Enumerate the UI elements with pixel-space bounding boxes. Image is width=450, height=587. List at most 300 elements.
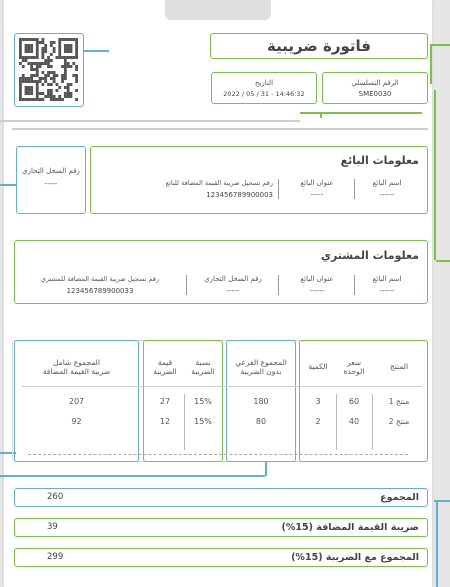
row1-subtotal: 180 bbox=[253, 397, 269, 406]
qr-module bbox=[41, 50, 44, 53]
qr-module bbox=[39, 41, 42, 44]
buyer-cr bbox=[193, 275, 273, 296]
qr-module bbox=[36, 62, 39, 65]
qr-module bbox=[41, 62, 44, 65]
vat-label: ضريبة القيمة المضافة (15%) bbox=[281, 522, 419, 533]
qr-module bbox=[33, 68, 36, 71]
qr-module bbox=[30, 62, 33, 65]
qr-module bbox=[27, 56, 30, 59]
qr-module bbox=[19, 80, 22, 83]
serial-label: الرقم التسلسلي bbox=[351, 79, 399, 87]
seller-name bbox=[357, 179, 417, 200]
header-total-line2: ضريبة القيمة المضافة bbox=[42, 367, 111, 376]
serial-value: SME0030 bbox=[358, 90, 392, 98]
qr-module bbox=[33, 38, 36, 41]
qr-module bbox=[50, 41, 53, 44]
qr-module bbox=[22, 38, 25, 41]
row2-subtotal: 80 bbox=[255, 417, 267, 426]
header-tax-rate-line2: الضريبة bbox=[191, 367, 215, 376]
qr-module bbox=[58, 41, 61, 44]
qr-module bbox=[36, 89, 39, 92]
qr-module bbox=[25, 59, 28, 62]
qr-module bbox=[70, 92, 73, 95]
qr-module bbox=[44, 80, 47, 83]
qr-module bbox=[58, 53, 61, 56]
seller-name-label: اسم البائع bbox=[372, 179, 402, 187]
qr-module bbox=[75, 38, 78, 41]
qr-module bbox=[75, 53, 78, 56]
qr-module bbox=[19, 41, 22, 44]
total-value: 260 bbox=[47, 492, 64, 502]
qr-module bbox=[75, 50, 78, 53]
qr-module bbox=[30, 56, 33, 59]
qr-module bbox=[58, 47, 61, 50]
qr-module bbox=[50, 44, 53, 47]
qr-module bbox=[53, 74, 56, 77]
connector-line bbox=[0, 184, 16, 186]
qr-module bbox=[30, 50, 33, 53]
buyer-name-label: اسم البائع bbox=[372, 275, 402, 283]
qr-module bbox=[64, 74, 67, 77]
qr-module bbox=[30, 86, 33, 89]
qr-module bbox=[19, 77, 22, 80]
qr-module bbox=[30, 89, 33, 92]
row2-product: منتج 2 bbox=[388, 417, 410, 426]
qr-module bbox=[67, 47, 70, 50]
qr-module bbox=[50, 71, 53, 74]
qr-module bbox=[44, 44, 47, 47]
qr-module bbox=[58, 44, 61, 47]
qr-module bbox=[25, 77, 28, 80]
buyer-vat-label: رقم تسجيل ضريبة القيمة المضافة للمشتري bbox=[40, 275, 160, 283]
connector-line bbox=[300, 112, 422, 114]
qr-module bbox=[67, 50, 70, 53]
buyer-cr-label: رقم السجل التجاري bbox=[204, 275, 262, 283]
qr-module bbox=[41, 53, 44, 56]
paper-clip-tab bbox=[165, 0, 271, 20]
buyer-vat bbox=[17, 275, 183, 296]
qr-module bbox=[47, 62, 50, 65]
header-quantity: الكمية bbox=[308, 362, 328, 371]
qr-module bbox=[67, 62, 70, 65]
date-value: 2022 / 05 / 31 - 14:46:32 bbox=[223, 90, 305, 98]
qr-module bbox=[58, 95, 61, 98]
qr-module bbox=[47, 74, 50, 77]
qr-module bbox=[36, 80, 39, 83]
connector-line bbox=[430, 44, 450, 46]
qr-module bbox=[75, 47, 78, 50]
qr-module bbox=[61, 56, 64, 59]
qr-module bbox=[19, 53, 22, 56]
buyer-address-label: عنوان البائع bbox=[300, 275, 334, 283]
qr-module bbox=[36, 56, 39, 59]
qr-module bbox=[36, 98, 39, 101]
qr-module bbox=[27, 77, 30, 80]
qr-module bbox=[70, 50, 73, 53]
qr-module bbox=[67, 95, 70, 98]
buyer-info-box bbox=[14, 240, 428, 304]
column-separator bbox=[372, 394, 373, 450]
qr-module bbox=[75, 74, 78, 77]
seller-vat bbox=[105, 179, 273, 200]
qr-module bbox=[25, 56, 28, 59]
qr-module bbox=[56, 98, 59, 101]
qr-module bbox=[58, 50, 61, 53]
row1-tax-value: 27 bbox=[159, 397, 171, 406]
connector-line bbox=[0, 475, 265, 477]
buyer-heading: معلومات المشتري bbox=[320, 249, 419, 262]
qr-module bbox=[41, 77, 44, 80]
qr-module bbox=[47, 83, 50, 86]
qr-module bbox=[70, 44, 73, 47]
qr-module bbox=[64, 56, 67, 59]
vat-row bbox=[14, 518, 428, 537]
qr-module bbox=[70, 83, 73, 86]
qr-module bbox=[36, 53, 39, 56]
buyer-cr-value: ----- bbox=[226, 287, 240, 295]
qr-module bbox=[47, 71, 50, 74]
qr-module bbox=[67, 38, 70, 41]
qr-module bbox=[70, 47, 73, 50]
qr-module bbox=[22, 56, 25, 59]
qr-module bbox=[30, 98, 33, 101]
qr-module bbox=[36, 92, 39, 95]
qr-module bbox=[36, 83, 39, 86]
qr-module bbox=[27, 86, 30, 89]
separator bbox=[278, 275, 279, 295]
row1-quantity: 3 bbox=[315, 397, 321, 406]
qr-module bbox=[67, 83, 70, 86]
qr-module bbox=[64, 62, 67, 65]
qr-module bbox=[30, 44, 33, 47]
header-tax-value-line1: قيمة bbox=[157, 358, 173, 367]
qr-module bbox=[64, 92, 67, 95]
seller-name-value: ------ bbox=[379, 191, 395, 199]
total-row bbox=[14, 488, 428, 507]
qr-module bbox=[19, 89, 22, 92]
invoice-title: فاتورة ضريبية bbox=[266, 37, 371, 55]
qr-module bbox=[39, 77, 42, 80]
qr-module bbox=[19, 38, 22, 41]
qr-module bbox=[53, 50, 56, 53]
qr-module bbox=[36, 50, 39, 53]
qr-module bbox=[53, 47, 56, 50]
row2-quantity: 2 bbox=[315, 417, 321, 426]
qr-module bbox=[67, 65, 70, 68]
qr-module bbox=[33, 74, 36, 77]
separator bbox=[278, 179, 279, 199]
grand-total-value: 299 bbox=[47, 552, 64, 562]
grand-total-label: المجموع مع الضريبة (15%) bbox=[291, 552, 419, 563]
qr-module bbox=[36, 44, 39, 47]
qr-module bbox=[30, 68, 33, 71]
qr-module bbox=[64, 50, 67, 53]
qr-module bbox=[72, 74, 75, 77]
qr-module bbox=[27, 44, 30, 47]
qr-module bbox=[30, 92, 33, 95]
qr-module bbox=[64, 68, 67, 71]
qr-module bbox=[70, 65, 73, 68]
qr-module bbox=[64, 47, 67, 50]
qr-module bbox=[22, 59, 25, 62]
qr-module bbox=[75, 68, 78, 71]
qr-module bbox=[75, 65, 78, 68]
qr-module bbox=[72, 62, 75, 65]
separator bbox=[186, 275, 187, 295]
qr-module bbox=[25, 89, 28, 92]
qr-module bbox=[22, 77, 25, 80]
qr-module bbox=[39, 62, 42, 65]
qr-module bbox=[50, 89, 53, 92]
buyer-address-value: ------ bbox=[309, 287, 325, 295]
vat-value: 39 bbox=[47, 522, 58, 532]
header-tax-rate bbox=[184, 358, 222, 376]
row2-tax-rate: 15% bbox=[194, 417, 212, 426]
qr-module bbox=[30, 65, 33, 68]
qr-module bbox=[64, 65, 67, 68]
separator bbox=[354, 179, 355, 199]
header-tax-value-line2: الضريبة bbox=[153, 367, 177, 376]
header-underline bbox=[22, 386, 422, 387]
qr-module bbox=[36, 74, 39, 77]
qr-module bbox=[44, 77, 47, 80]
header-unit-price bbox=[336, 358, 372, 376]
qr-module bbox=[36, 47, 39, 50]
qr-module bbox=[61, 38, 64, 41]
qr-module bbox=[56, 56, 59, 59]
qr-module bbox=[58, 86, 61, 89]
qr-module bbox=[19, 83, 22, 86]
qr-module bbox=[75, 56, 78, 59]
qr-module bbox=[25, 86, 28, 89]
qr-module bbox=[61, 98, 64, 101]
qr-module bbox=[47, 95, 50, 98]
qr-module bbox=[50, 65, 53, 68]
qr-module bbox=[27, 38, 30, 41]
qr-module bbox=[64, 95, 67, 98]
qr-module bbox=[50, 98, 53, 101]
qr-code-icon bbox=[19, 38, 78, 101]
qr-module bbox=[75, 77, 78, 80]
row1-total: 207 bbox=[68, 397, 85, 406]
qr-module bbox=[50, 95, 53, 98]
qr-module bbox=[27, 89, 30, 92]
header-product: المنتج bbox=[389, 362, 409, 371]
qr-module bbox=[53, 41, 56, 44]
qr-module bbox=[41, 71, 44, 74]
qr-module bbox=[70, 56, 73, 59]
header-unit-price-line2: الوحدة bbox=[343, 367, 365, 376]
qr-module bbox=[53, 95, 56, 98]
qr-module bbox=[39, 65, 42, 68]
qr-module bbox=[19, 92, 22, 95]
qr-module bbox=[53, 71, 56, 74]
header-total-line1: المجموع شامل bbox=[53, 358, 100, 367]
qr-module bbox=[64, 71, 67, 74]
connector-line bbox=[434, 90, 436, 260]
qr-module bbox=[50, 59, 53, 62]
qr-module bbox=[27, 62, 30, 65]
qr-module bbox=[47, 92, 50, 95]
qr-module bbox=[50, 83, 53, 86]
qr-module bbox=[72, 56, 75, 59]
qr-module bbox=[30, 38, 33, 41]
table-bottom-dashes bbox=[28, 454, 408, 455]
header-unit-price-line1: سعر bbox=[346, 358, 362, 367]
grand-total-row bbox=[14, 548, 428, 567]
qr-module bbox=[36, 68, 39, 71]
seller-cr-label: رقم السجل التجاري bbox=[22, 167, 80, 175]
qr-module bbox=[39, 92, 42, 95]
qr-module bbox=[22, 98, 25, 101]
qr-module bbox=[36, 95, 39, 98]
buyer-name bbox=[357, 275, 417, 296]
seller-vat-value: 123456789900003 bbox=[206, 191, 273, 199]
qr-module bbox=[64, 77, 67, 80]
row1-tax-rate: 15% bbox=[194, 397, 212, 406]
qr-code-frame bbox=[14, 33, 84, 107]
seller-cr-box bbox=[16, 146, 86, 214]
qr-module bbox=[58, 38, 61, 41]
buyer-address bbox=[287, 275, 347, 296]
qr-module bbox=[44, 47, 47, 50]
seller-address bbox=[287, 179, 347, 200]
qr-module bbox=[64, 86, 67, 89]
qr-module bbox=[61, 80, 64, 83]
header-tax-rate-line1: نسبة bbox=[195, 358, 211, 367]
qr-module bbox=[19, 62, 22, 65]
qr-module bbox=[39, 98, 42, 101]
date-box bbox=[211, 72, 317, 104]
qr-module bbox=[72, 38, 75, 41]
seller-cr-value: ----- bbox=[44, 180, 58, 188]
qr-module bbox=[47, 59, 50, 62]
qr-module bbox=[27, 47, 30, 50]
qr-module bbox=[67, 86, 70, 89]
header-subtotal bbox=[228, 358, 294, 376]
qr-module bbox=[19, 86, 22, 89]
qr-module bbox=[67, 89, 70, 92]
separator bbox=[354, 275, 355, 295]
qr-module bbox=[53, 80, 56, 83]
row1-product: منتج 1 bbox=[388, 397, 410, 406]
qr-module bbox=[61, 74, 64, 77]
qr-module bbox=[41, 83, 44, 86]
seller-info-box bbox=[90, 146, 428, 214]
header-subtotal-line1: المجموع الفرعي bbox=[235, 358, 287, 367]
qr-module bbox=[75, 89, 78, 92]
qr-module bbox=[25, 44, 28, 47]
qr-module bbox=[61, 77, 64, 80]
section-divider bbox=[12, 128, 428, 130]
qr-module bbox=[56, 74, 59, 77]
header-tax-value bbox=[146, 358, 184, 376]
qr-module bbox=[47, 56, 50, 59]
qr-module bbox=[19, 95, 22, 98]
qr-module bbox=[36, 38, 39, 41]
qr-module bbox=[19, 56, 22, 59]
qr-module bbox=[25, 47, 28, 50]
qr-module bbox=[70, 95, 73, 98]
qr-module bbox=[33, 98, 36, 101]
qr-module bbox=[41, 92, 44, 95]
header-total bbox=[18, 358, 135, 376]
invoice-title-box bbox=[210, 33, 428, 59]
qr-module bbox=[39, 80, 42, 83]
qr-module bbox=[25, 50, 28, 53]
qr-module bbox=[27, 92, 30, 95]
row2-unit-price: 40 bbox=[348, 417, 360, 426]
seller-heading: معلومات البائع bbox=[340, 154, 419, 167]
qr-module bbox=[47, 65, 50, 68]
qr-module bbox=[30, 80, 33, 83]
qr-module bbox=[50, 92, 53, 95]
header-subtotal-line2: بدون الضريبة bbox=[240, 367, 282, 376]
qr-module bbox=[19, 98, 22, 101]
qr-module bbox=[22, 80, 25, 83]
buyer-name-value: ------ bbox=[379, 287, 395, 295]
qr-module bbox=[33, 56, 36, 59]
qr-module bbox=[67, 44, 70, 47]
connector-line bbox=[320, 112, 322, 118]
connector-line bbox=[265, 462, 267, 476]
qr-module bbox=[27, 80, 30, 83]
qr-module bbox=[22, 74, 25, 77]
qr-module bbox=[61, 65, 64, 68]
seller-address-value: ----- bbox=[310, 191, 324, 199]
qr-module bbox=[36, 86, 39, 89]
divider-line bbox=[0, 120, 300, 122]
qr-module bbox=[36, 65, 39, 68]
connector-line bbox=[436, 500, 438, 587]
qr-module bbox=[67, 56, 70, 59]
qr-module bbox=[27, 98, 30, 101]
qr-module bbox=[64, 38, 67, 41]
qr-module bbox=[50, 53, 53, 56]
qr-module bbox=[67, 92, 70, 95]
qr-module bbox=[33, 80, 36, 83]
qr-module bbox=[19, 50, 22, 53]
qr-module bbox=[44, 59, 47, 62]
qr-module bbox=[19, 44, 22, 47]
qr-module bbox=[64, 59, 67, 62]
qr-module bbox=[25, 80, 28, 83]
qr-module bbox=[64, 44, 67, 47]
qr-module bbox=[58, 56, 61, 59]
qr-module bbox=[47, 89, 50, 92]
qr-module bbox=[30, 47, 33, 50]
qr-module bbox=[44, 50, 47, 53]
qr-module bbox=[44, 62, 47, 65]
date-label: التاريخ bbox=[254, 79, 274, 87]
row1-unit-price: 60 bbox=[348, 397, 360, 406]
qr-module bbox=[75, 80, 78, 83]
qr-module bbox=[41, 38, 44, 41]
qr-module bbox=[27, 50, 30, 53]
qr-module bbox=[50, 77, 53, 80]
qr-module bbox=[25, 92, 28, 95]
qr-module bbox=[30, 77, 33, 80]
qr-module bbox=[36, 41, 39, 44]
total-label: المجموع bbox=[380, 492, 419, 503]
qr-module bbox=[44, 74, 47, 77]
qr-module bbox=[53, 77, 56, 80]
connector-line bbox=[430, 44, 432, 84]
qr-module bbox=[53, 98, 56, 101]
qr-module bbox=[41, 98, 44, 101]
qr-module bbox=[30, 74, 33, 77]
qr-module bbox=[56, 83, 59, 86]
